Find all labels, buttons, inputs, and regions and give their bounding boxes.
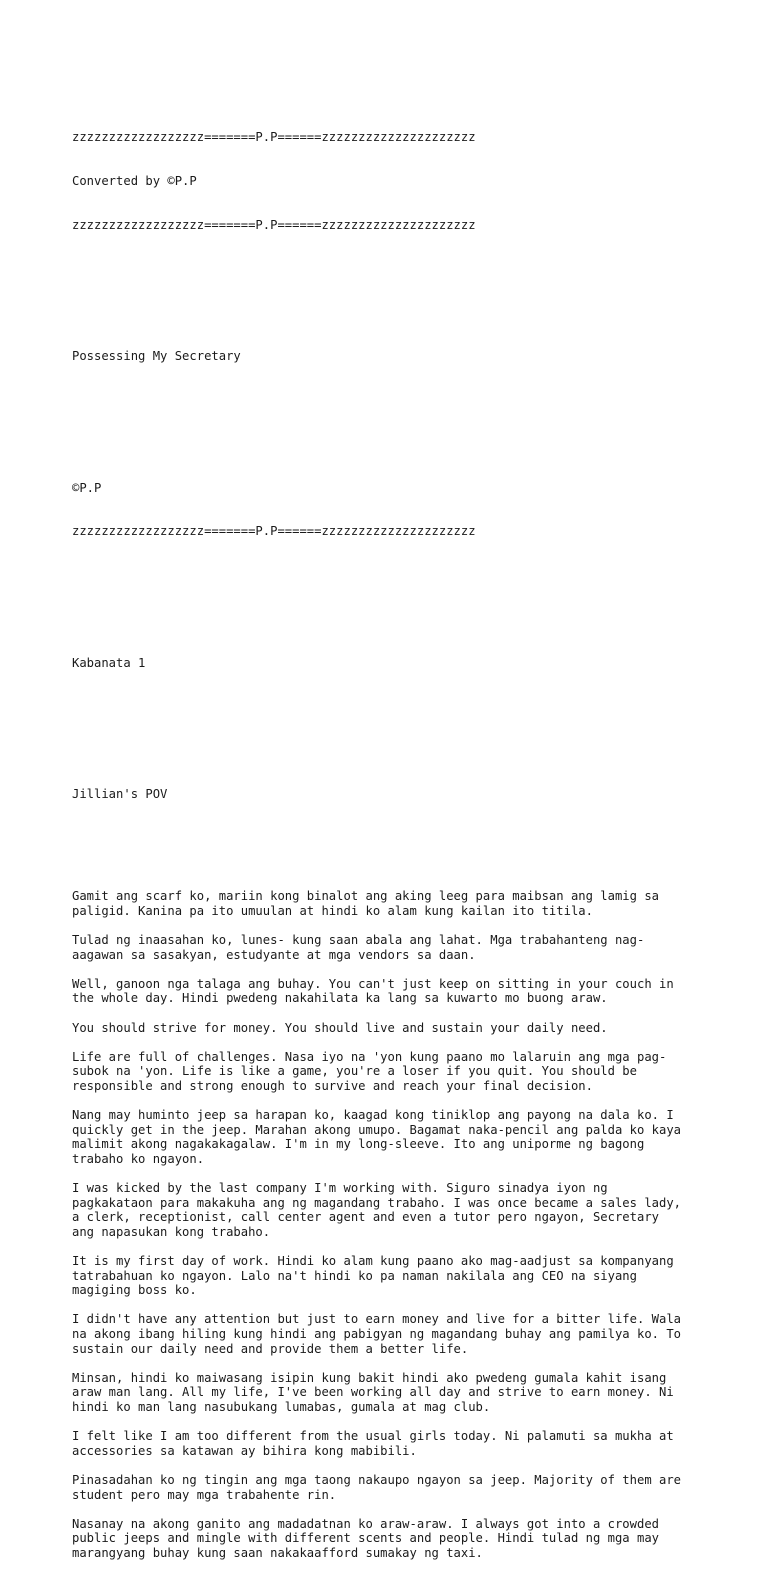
paragraph-line: the whole day. Hindi pwedeng nakahilata ka lang sa kuwarto mo buong araw. — [72, 991, 608, 1006]
author-block — [72, 451, 712, 568]
paragraph-line: hindi ko man lang nasubukang lumabas, gumala at mag club. — [72, 1400, 491, 1415]
story-paragraph — [72, 1473, 712, 1502]
paragraph-line: It is my first day of work. Hindi ko alam kung paano ako mag-aadjust sa kompanyang — [72, 1254, 674, 1269]
story-title: Possessing My Secretary — [72, 349, 241, 364]
story-paragraph — [72, 1371, 712, 1415]
paragraph-line: ang napasukan kong trabaho. — [72, 1224, 271, 1239]
story-paragraph — [72, 1517, 712, 1561]
paragraph-line: sustain our daily need and provide them a better life. — [72, 1341, 469, 1356]
paragraph-line: tatrabahuan ko ngayon. Lalo na't hindi ko pa naman nakilala ang CEO na siyang — [72, 1268, 637, 1283]
paragraph-line: marangyang buhay kung saan nakakaafford sumakay ng taxi. — [72, 1545, 483, 1560]
story-paragraph — [72, 889, 712, 918]
paragraph-line: I was kicked by the last company I'm working with. Siguro sinadya iyon ng — [72, 1181, 608, 1196]
chapter-heading: Kabanata 1 — [72, 655, 146, 670]
document-page — [72, 72, 712, 1590]
separator-rule: zzzzzzzzzzzzzzzzzz=======P.P======zzzzzzzzzzzzzzzzzzzzz — [72, 217, 476, 232]
story-paragraph — [72, 1181, 712, 1239]
story-paragraph — [72, 1050, 712, 1094]
paragraph-line: public jeeps and mingle with different scents and people. Hindi tulad ng mga may — [72, 1531, 659, 1546]
paragraph-line: pagkakataon para makakuha ang ng magandang trabaho. I was once became a sales lady, — [72, 1195, 682, 1210]
paragraph-line: subok na 'yon. Life is like a game, you're a loser if you quit. You should be — [72, 1064, 637, 1079]
paragraph-line: Gamit ang scarf ko, mariin kong binalot ang aking leeg para maibsan ang lamig sa — [72, 889, 659, 904]
paragraph-line: Minsan, hindi ko maiwasang isipin kung bakit hindi ako pwedeng gumala kahit isang — [72, 1370, 667, 1385]
paragraph-line: accessories sa katawan ay bihira kong mabibili. — [72, 1443, 417, 1458]
story-paragraph — [72, 1254, 712, 1298]
author-line: ©P.P — [72, 480, 102, 495]
paragraph-line: Nang may huminto jeep sa harapan ko, kaagad kong tiniklop ang payong na dala ko. I — [72, 1108, 674, 1123]
paragraph-line: quickly get in the jeep. Marahan akong umupo. Bagamat naka-pencil ang palda ko kaya — [72, 1122, 682, 1137]
paragraph-line: You should strive for money. You should live and sustain your daily need. — [72, 1020, 608, 1035]
paragraph-line: I didn't have any attention but just to earn money and live for a bitter life. Wala — [72, 1312, 682, 1327]
separator-rule: zzzzzzzzzzzzzzzzzz=======P.P======zzzzzzzzzzzzzzzzzzzzz — [72, 524, 476, 539]
paragraph-line: trabaho ko ngayon. — [72, 1151, 205, 1166]
separator-rule: zzzzzzzzzzzzzzzzzz=======P.P======zzzzzzzzzzzzzzzzzzzzz — [72, 130, 476, 145]
paragraph-line: a clerk, receptionist, call center agent and even a tutor pero ngayon, Secretary — [72, 1210, 659, 1225]
converted-by-line: Converted by ©P.P — [72, 174, 197, 189]
paragraph-line: Life are full of challenges. Nasa iyo na 'yon kung paano mo lalaruin ang mga pag- — [72, 1049, 667, 1064]
paragraph-line: student pero may mga trabahente rin. — [72, 1487, 337, 1502]
paragraph-line: paligid. Kanina pa ito umuulan at hindi ko alam kung kailan ito titila. — [72, 903, 593, 918]
paragraph-line: araw man lang. All my life, I've been working all day and strive to earn money. Ni — [72, 1385, 674, 1400]
story-paragraph — [72, 933, 712, 962]
paragraph-line: malimit akong nagakakagalaw. I'm in my long-sleeve. Ito ang uniporme ng bagong — [72, 1137, 645, 1152]
paragraph-line: na akong ibang hiling kung hindi ang pabigyan ng magandang buhay ang pamilya ko. To — [72, 1327, 682, 1342]
paragraph-line: responsible and strong enough to survive and reach your final decision. — [72, 1078, 593, 1093]
story-paragraph — [72, 1108, 712, 1166]
paragraph-line: Tulad ng inaasahan ko, lunes- kung saan abala ang lahat. Mga trabahanteng nag- — [72, 933, 645, 948]
story-paragraph — [72, 1429, 712, 1458]
story-paragraph — [72, 1312, 712, 1356]
paragraph-line: Nasanay na akong ganito ang madadatnan ko araw-araw. I always got into a crowded — [72, 1516, 659, 1531]
story-body — [72, 889, 712, 1560]
paragraph-line: Well, ganoon nga talaga ang buhay. You can't just keep on sitting in your couch in — [72, 976, 674, 991]
pov-heading: Jillian's POV — [72, 787, 168, 802]
paragraph-line: magiging boss ko. — [72, 1283, 197, 1298]
story-paragraph — [72, 1021, 712, 1036]
paragraph-line: Pinasadahan ko ng tingin ang mga taong nakaupo ngayon sa jeep. Majority of them are — [72, 1473, 682, 1487]
paragraph-line: aagawan sa sasakyan, estudyante at mga vendors sa daan. — [72, 947, 476, 962]
document-header — [72, 101, 712, 262]
story-paragraph — [72, 977, 712, 1006]
paragraph-line: I felt like I am too different from the usual girls today. Ni palamuti sa mukha at — [72, 1429, 674, 1444]
